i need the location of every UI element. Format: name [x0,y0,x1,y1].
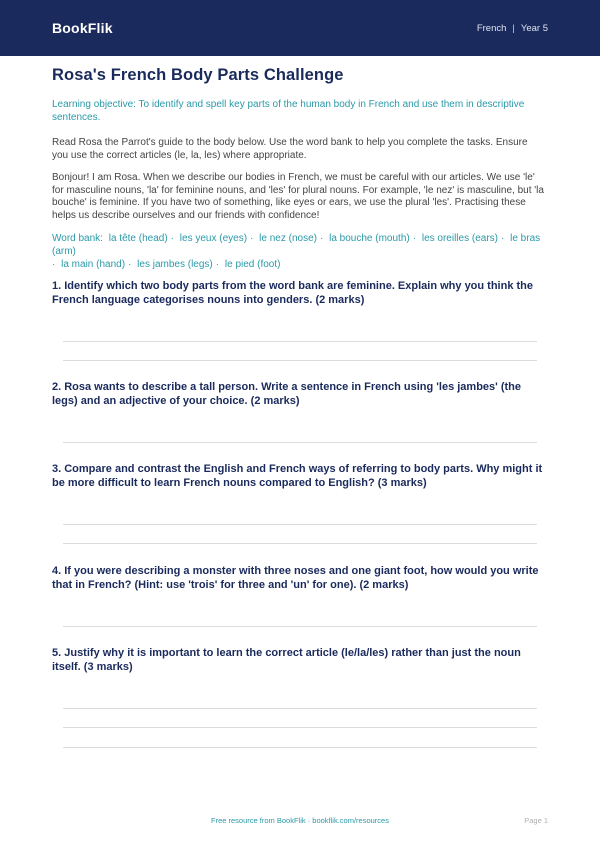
word-bank-item: le bras (arm) [52,233,541,257]
answer-line[interactable] [63,524,537,525]
word-bank-item: le nez (nose) [259,233,317,244]
page-header [0,0,600,56]
question-3: 3. Compare and contrast the English and French ways of referring to body parts. Why might it be more difficult to learn French nouns compared to English? (3 marks) [52,463,543,489]
answer-line[interactable] [63,360,537,361]
subject-label: French [476,22,507,34]
answer-line[interactable] [63,543,537,544]
word-bank-item: les yeux (eyes) [179,233,248,244]
page-footer [0,816,600,830]
worksheet-content [52,66,550,271]
word-bank-item: les jambes (legs) [137,259,213,270]
brand-logo: BookFlik [52,20,113,36]
question-1: 1. Identify which two body parts from the word bank are feminine. Explain why you think the French language categorises nouns into genders. (2 marks) [52,280,534,306]
instructions: Read Rosa the Parrot's guide to the body below. Use the word bank to help you complete the tasks. Ensure you use the correct articles (le, la, les) where appropriate. [52,137,528,161]
answer-line[interactable] [63,747,537,748]
page-number: Page 1 [524,816,548,825]
question-2: 2. Rosa wants to describe a tall person. Write a sentence in French using 'les jambes' (the legs) and an adjective of your choice. (2 marks) [52,381,521,407]
word-bank-label: Word bank: [52,233,103,244]
footer-text: Free resource from BookFlik · bookflik.com/resources [211,816,389,825]
header-meta [477,23,548,34]
answer-line[interactable] [63,341,537,342]
meta-separator: | [512,22,515,34]
answer-line[interactable] [63,442,537,443]
page-title: Rosa's French Body Parts Challenge [52,66,344,84]
word-bank-item: la bouche (mouth) [329,233,410,244]
word-bank-item: la tête (head) [108,233,168,244]
learning-objective: Learning objective: To identify and spell key parts of the human body in French and use them in descriptive sentences. [52,99,525,123]
question-4: 4. If you were describing a monster with three noses and one giant foot, how would you write that in French? (Hint: use 'trois' for three and 'un' for one). (2 marks) [52,565,539,591]
word-bank-item: la main (hand) [61,259,126,270]
question-5: 5. Justify why it is important to learn the correct article (le/la/les) rather than just the noun itself. (3 marks) [52,647,521,673]
answer-line[interactable] [63,708,537,709]
word-bank-item: le pied (foot) [224,259,281,270]
word-bank: Word bank: la tête (head) · les yeux (eyes) · le nez (nose) · la bouche (mouth) · les oreilles (ears) · le bras (arm) · la main (hand) · les jambes (legs) · le pied (foot) [52,233,541,270]
answer-line[interactable] [63,727,537,728]
reading-passage: Bonjour! I am Rosa. When we describe our bodies in French, we must be careful with our articles. We use 'le' for masculine nouns, 'la' for feminine nouns, and 'les' for plural nouns. For example, 'le nez' is masculine, but 'la bouche' is feminine. If you have two of something, like eyes or ears, we use the plural 'les'. Practising these helps us describe ourselves and our friends with confidence! [52,172,544,221]
answer-line[interactable] [63,626,537,627]
year-label: Year 5 [520,22,548,34]
word-bank-item: les oreilles (ears) [421,233,498,244]
